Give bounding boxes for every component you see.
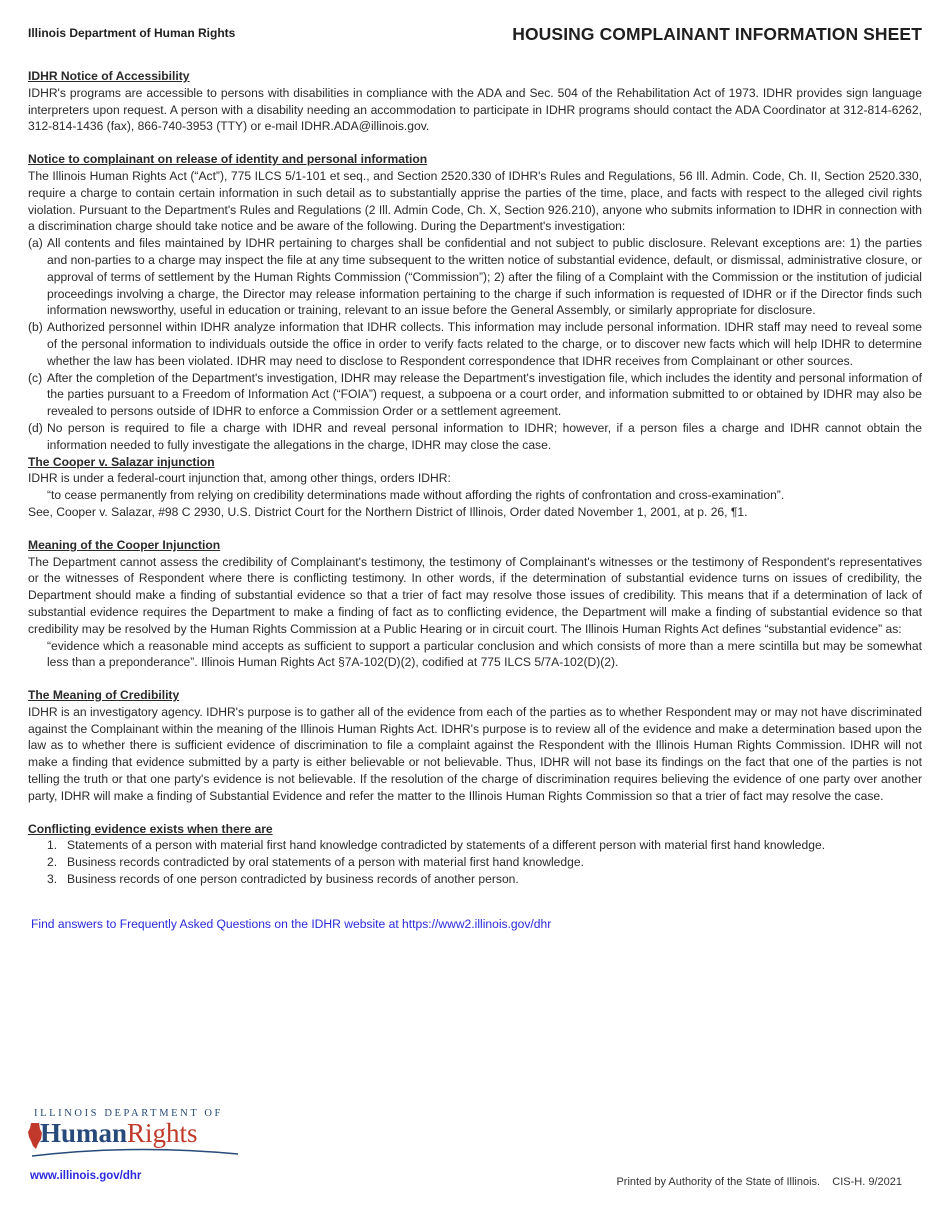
accessibility-heading: IDHR Notice of Accessibility xyxy=(28,69,190,83)
agency-name: Illinois Department of Human Rights xyxy=(28,26,236,40)
document-body xyxy=(28,68,922,933)
credibility-text: IDHR is an investigatory agency. IDHR's purpose is to gather all of the evidence from each of the parties as to whether Respondent may or may not have discriminated against the Complainant within the meaning of the Illinois Human Rights Act. IDHR's purpose is to review all of the evidence and make a determination based upon the law as to whether there is sufficient evidence of discrimination to file a complaint against the Respondent with the Illinois Human Rights Commission. IDHR will not make a finding that evidence submitted by a party is either believable or not believable. Thus, IDHR will not base its findings on the fact that one of the parties is not telling the truth or that one party's evidence is not believable. If the resolution of the charge of discrimination requires believing the evidence of one party over another party, IDHR will make a finding of Substantial Evidence and refer the matter to the Illinois Human Rights Commission so that a trier of fact may resolve the case. xyxy=(28,704,922,803)
credibility-heading: The Meaning of Credibility xyxy=(28,688,180,703)
list-text: Business records of one person contradicted by business records of another person. xyxy=(67,872,519,887)
printed-notice: Printed by Authority of the State of Illinois. CIS-H. 9/2021 xyxy=(616,1176,902,1188)
notice-item-text: No person is required to file a charge with IDHR and reveal personal information to IDHR; however, if a person files a charge and IDHR cannot obtain the information needed to fully investigate the allegations in the charge, IDHR may close the case. xyxy=(47,420,922,452)
notice-item-label: (a) xyxy=(28,236,43,251)
notice-item-label: (d) xyxy=(28,420,43,435)
logo-swoosh-icon xyxy=(32,1148,238,1158)
idhr-logo xyxy=(28,1108,238,1158)
substantial-evidence-quote: “evidence which a reasonable mind accepts as sufficient to support a particular conclusion and which consists of more than a mere scintilla but may be somewhat less than a preponderance”. Illinois Human Rights Act §7A-102(D)(2), codified at 775 ILCS 5/7A-102(D)(2). xyxy=(47,638,922,670)
notice-item-text: All contents and files maintained by IDHR pertaining to charges shall be confidential and not subject to public disclosure. Relevant exceptions are: 1) the parties and non-parties to a charge may inspect the file at any time subsequent to the written notice of substantial evidence, default, or dismissal, administrative closure, or approval of terms of settlement by the Human Rights Commission (“Commission”); 2) after the filing of a Complaint with the Commission or the institution of judicial proceedings involving a charge, the Director may release information pertaining to the charge if such information is requested of IDHR or if the Director finds such information newsworthy, useful in education or training, relevant to an issue before the General Assembly, or similarly appropriate for disclosure. xyxy=(47,236,922,318)
list-number: 1. xyxy=(47,838,58,853)
logo-human-text: Human xyxy=(40,1118,128,1148)
cooper-quote: “to cease permanently from relying on credibility determinations made without affording the rights of confrontation and cross-examination”. xyxy=(47,488,785,503)
list-number: 2. xyxy=(47,855,58,870)
notice-item-b xyxy=(28,319,922,369)
notice-intro: The Illinois Human Rights Act (“Act”), 775 ILCS 5/1-101 et seq., and Section 2520.330 of IDHR's Rules and Regulations, 56 Ill. Admin. Code, Ch. II, Section 2520.330, require a charge to contain certain information in such detail as to substantially apprise the parties of the time, place, and facts with respect to the alleged civil rights violation. Pursuant to the Department's Rules and Regulations (2 Ill. Admin Code, Ch. X, Section 926.210), anyone who submits information to IDHR in connection with a discrimination charge should take notice and be aware of the following. During the Department's investigation: xyxy=(28,168,922,234)
notice-item-label: (b) xyxy=(28,320,43,335)
list-text: Business records contradicted by oral statements of a person with material first hand knowledge. xyxy=(67,855,584,870)
logo-rights-text: Rights xyxy=(127,1118,198,1148)
list-item xyxy=(47,837,922,854)
notice-item-d xyxy=(28,420,922,454)
website-link[interactable]: www.illinois.gov/dhr xyxy=(30,1170,142,1182)
list-item xyxy=(47,854,922,871)
notice-item-a xyxy=(28,235,922,319)
notice-item-label: (c) xyxy=(28,370,43,385)
injunction-meaning-text: The Department cannot assess the credibility of Complainant's testimony, the testimony of Complainant's witnesses or the testimony of Respondent's representatives or the witnesses of Respondent where there is conflicting testimony. In other words, if the determination of substantial evidence turns on issues of credibility, the Department should make a finding of substantial evidence so that a trier of fact may resolve those issues of credibility. This means that if a determination of lack of substantial evidence requires the Department to make a finding of fact as to conflicting evidence, the Department will make a finding of substantial evidence so that credibility may be resolved by the Human Rights Commission at a Public Hearing or in circuit court. The Illinois Human Rights Act defines “substantial evidence” as: xyxy=(28,554,922,636)
cooper-citation: See, Cooper v. Salazar, #98 C 2930, U.S. District Court for the Northern District of Illinois, Order dated November 1, 2001, at p. 26, ¶1. xyxy=(28,504,748,519)
notice-item-c xyxy=(28,370,922,420)
notice-heading: Notice to complainant on release of identity and personal information xyxy=(28,152,428,167)
cooper-line: IDHR is under a federal-court injunction that, among other things, orders IDHR: xyxy=(28,471,451,486)
list-text: Statements of a person with material first hand knowledge contradicted by statements of a different person with material first hand knowledge. xyxy=(67,838,826,853)
conflicting-heading: Conflicting evidence exists when there are xyxy=(28,821,273,836)
sheet-title: HOUSING COMPLAINANT INFORMATION SHEET xyxy=(512,24,922,44)
logo-wordmark xyxy=(40,1118,198,1149)
accessibility-text: IDHR's programs are accessible to persons with disabilities in compliance with the ADA and Sec. 504 of the Rehabilitation Act of 1973. IDHR provides sign language interpreters upon request. A person with a disability needing an accommodation to participate in IDHR programs should contact the ADA Coordinator at 312-814-6262, 312-814-1436 (fax), 866-740-3953 (TTY) or e-mail IDHR.ADA@illinois.gov. xyxy=(28,85,922,134)
logo-top-text: ILLINOIS DEPARTMENT OF xyxy=(34,1108,223,1119)
injunction-meaning-heading: Meaning of the Cooper Injunction xyxy=(28,537,221,552)
document-page xyxy=(28,0,922,1230)
cooper-heading: The Cooper v. Salazar injunction xyxy=(28,454,215,469)
conflicting-list xyxy=(28,837,922,887)
notice-item-text: After the completion of the Department's investigation, IDHR may release the Department's investigation file, which includes the identity and personal information of the parties pursuant to a Freedom of Information Act (“FOIA”) request, a subpoena or a court order, and information submitted to or obtained by IDHR may also be revealed to persons outside of IDHR to enforce a Commission Order or a settlement agreement. xyxy=(47,370,922,419)
faq-link[interactable]: Find answers to Frequently Asked Questions on the IDHR website at https://www2.illinois.gov/dhr xyxy=(31,916,552,931)
notice-item-text: Authorized personnel within IDHR analyze information that IDHR collects. This information may include personal information. IDHR staff may need to reveal some of the personal information to individuals outside the office in order to verify facts related to the charge, or to discover new facts which will help IDHR to determine whether the law has been violated. IDHR may need to disclose to Respondent correspondence that IDHR receives from Complainant or other sources. xyxy=(47,320,922,368)
list-item xyxy=(47,871,922,888)
list-number: 3. xyxy=(47,872,58,887)
